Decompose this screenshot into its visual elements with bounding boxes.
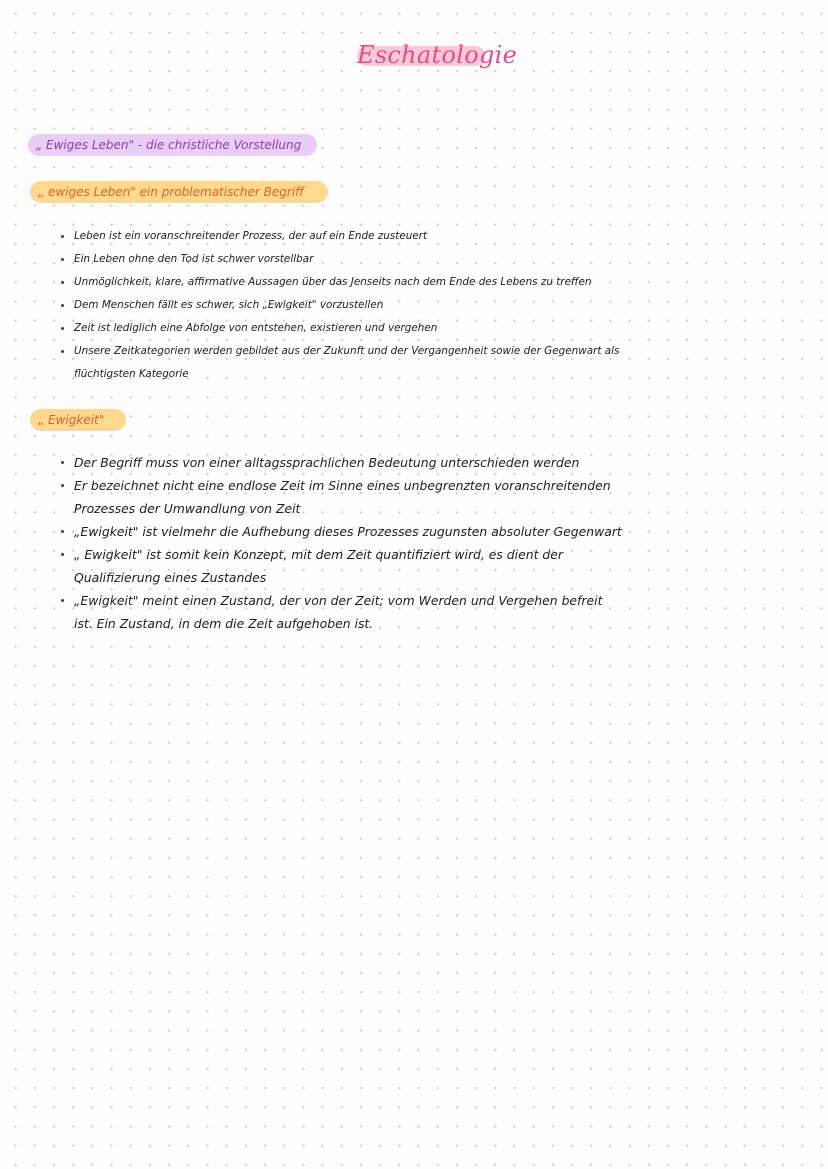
list-item-text: Leben ist ein voranschreitender Prozess, der auf ein Ende zusteuert	[74, 230, 428, 242]
heading-ewiges-leben-problematisch: „ ewiges Leben" ein problematischer Begriff	[30, 181, 328, 203]
heading-ewiges-leben-christlich: „ Ewiges Leben" - die christliche Vorstellung	[28, 134, 317, 156]
list-item-continuation: ist. Ein Zustand, in dem die Zeit aufgehoben ist.	[74, 616, 374, 631]
list-item	[58, 589, 622, 635]
list-item-text: Zeit ist lediglich eine Abfolge von entstehen, existieren und vergehen	[74, 322, 438, 334]
list-item-text: Unsere Zeitkategorien werden gebildet aus der Zukunft und der Vergangenheit sowie der Gegenwart als	[74, 345, 620, 357]
list-item	[58, 271, 619, 294]
list-item-text: „ Ewigkeit" ist somit kein Konzept, mit dem Zeit quantifiziert wird, es dient der	[74, 547, 563, 562]
list-item-text: Ein Leben ohne den Tod ist schwer vorstellbar	[74, 253, 314, 265]
title-text: Eschatologie	[357, 41, 518, 69]
list-item-text: Unmöglichkeit, klare, affirmative Aussagen über das Jenseits nach dem Ende des Lebens zu treffen	[74, 276, 592, 288]
list-item-text: Dem Menschen fällt es schwer, sich „Ewigkeit" vorzustellen	[74, 299, 384, 311]
list-item	[58, 543, 622, 589]
list-item-continuation: flüchtigsten Kategorie	[74, 368, 189, 380]
list-item-text: Der Begriff muss von einer alltagssprachlichen Bedeutung unterschieden werden	[74, 455, 580, 470]
list-item-continuation: Qualifizierung eines Zustandes	[74, 570, 267, 585]
list-item	[58, 317, 619, 340]
list-item	[58, 520, 622, 543]
list-item-text: „Ewigkeit" ist vielmehr die Aufhebung dieses Prozesses zugunsten absoluter Gegenwart	[74, 524, 622, 539]
list-item-text: Er bezeichnet nicht eine endlose Zeit im Sinne eines unbegrenzten voranschreitenden	[74, 478, 611, 493]
problematisch-bullet-list	[58, 225, 619, 386]
list-item	[58, 248, 619, 271]
list-item	[58, 451, 622, 474]
list-item	[58, 340, 619, 386]
list-item	[58, 474, 622, 520]
ewigkeit-bullet-list	[58, 451, 622, 635]
list-item	[58, 294, 619, 317]
heading-ewigkeit: „ Ewigkeit"	[30, 409, 126, 431]
list-item-continuation: Prozesses der Umwandlung von Zeit	[74, 501, 301, 516]
list-item-text: „Ewigkeit" meint einen Zustand, der von der Zeit; vom Werden und Vergehen befreit	[74, 593, 603, 608]
page-title	[357, 40, 518, 70]
list-item	[58, 225, 619, 248]
